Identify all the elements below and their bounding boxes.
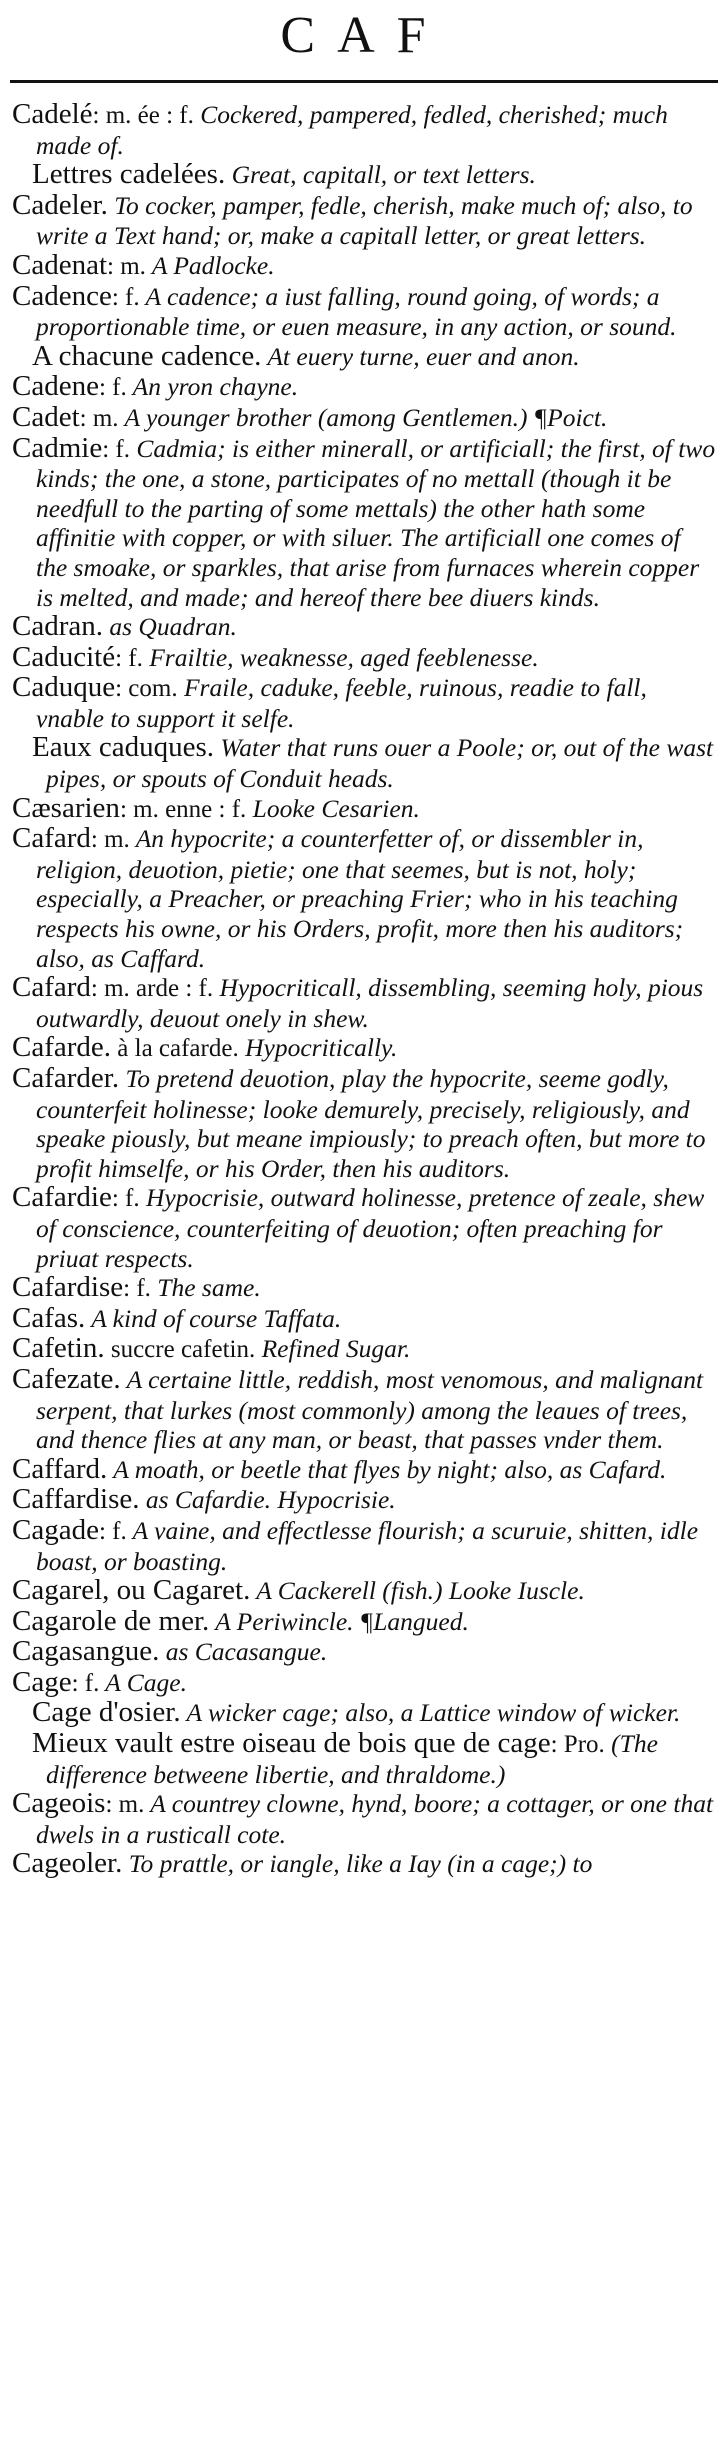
entry-definition: A Cage. xyxy=(99,1667,187,1697)
entry-definition: To cocker, pamper, fedle, cherish, make much of; also, to write a Text hand; or, make a capitall letter, or great letters. xyxy=(36,190,693,251)
entry-grammar: à la cafarde. xyxy=(111,1035,239,1063)
entry-grammar: : m. xyxy=(90,826,130,854)
entry-headword: Lettres cadelées. xyxy=(32,158,226,191)
entry-definition: Fraile, caduke, feeble, ruinous, readie to fall, vnable to support it selfe. xyxy=(36,673,647,733)
entry-headword: Cafarde. xyxy=(12,1031,112,1064)
entry-headword: Cagade xyxy=(12,1513,99,1546)
dictionary-entry xyxy=(12,431,718,613)
entry-definition: as Quadran. xyxy=(103,612,237,642)
entry-headword: Cafard xyxy=(12,822,91,855)
dictionary-entry xyxy=(12,248,718,282)
entry-headword: Caffardise. xyxy=(12,1483,140,1516)
entry-definition: Hypocrisie, outward holinesse, pretence of zeale, shew of conscience, counterfeiting of deuotion; often preaching for priuat respects. xyxy=(36,1183,705,1273)
dictionary-entry xyxy=(12,1789,718,1849)
entry-headword: Cæsarien xyxy=(12,791,120,824)
dictionary-entry xyxy=(12,1576,718,1607)
dictionary-entry xyxy=(12,160,718,191)
entry-headword: Cafardie xyxy=(12,1181,112,1214)
entry-definition: A countrey clowne, hynd, boore; a cottager, or one that dwels in a rusticall cote. xyxy=(36,1789,714,1849)
dictionary-entry xyxy=(12,188,718,251)
entry-headword: Caduque xyxy=(12,671,116,704)
dictionary-entry xyxy=(12,1698,718,1729)
entry-definition: A vaine, and effectlesse flourish; a scuruie, shitten, idle boast, or boasting. xyxy=(36,1515,699,1576)
dictionary-entry xyxy=(12,1273,718,1304)
dictionary-entry xyxy=(12,1604,718,1638)
entry-grammar: : m. ée : f. xyxy=(92,102,194,129)
entry-headword: Caducité xyxy=(12,640,116,673)
dictionary-entry xyxy=(12,1485,718,1516)
dictionary-entry xyxy=(12,640,718,674)
entry-definition: Great, capitall, or text letters. xyxy=(225,160,536,190)
entry-list xyxy=(12,100,718,1880)
entry-headword: Cadet xyxy=(12,400,80,433)
entry-headword: Cageoler. xyxy=(12,1847,123,1880)
entry-headword: Cafas. xyxy=(12,1301,86,1334)
entry-headword: Cafezate. xyxy=(12,1362,121,1395)
entry-grammar: : f. xyxy=(123,1275,151,1303)
entry-grammar: : f. xyxy=(98,1517,127,1545)
entry-grammar: : f. xyxy=(111,1185,140,1213)
header-rule xyxy=(10,80,718,83)
dictionary-entry xyxy=(12,100,718,160)
entry-definition: Hypocritically. xyxy=(238,1033,398,1063)
dictionary-entry xyxy=(12,1665,718,1699)
entry-definition: (The difference betweene libertie, and thraldome.) xyxy=(46,1729,658,1789)
entry-headword: Cagarole de mer. xyxy=(12,1604,210,1637)
entry-definition: A wicker cage; also, a Lattice window of wicker. xyxy=(180,1698,681,1728)
dictionary-entry xyxy=(12,400,718,434)
dictionary-entry xyxy=(12,1452,718,1486)
entry-headword: Cafard xyxy=(12,971,91,1004)
entry-definition: Water that runs ouer a Poole; or, out of the wast pipes, or spouts of Conduit heads. xyxy=(46,733,714,794)
dictionary-entry xyxy=(12,612,718,643)
entry-headword: Mieux vault estre oiseau de bois que de cage xyxy=(32,1727,551,1760)
entry-headword: Eaux caduques. xyxy=(32,731,214,764)
entry-grammar: : m. xyxy=(105,1791,145,1819)
entry-headword: Cagarel, ou Cagaret. xyxy=(12,1574,251,1607)
entry-headword: Cage d'osier. xyxy=(32,1696,181,1729)
entry-grammar: : m. xyxy=(79,404,119,432)
dictionary-entry xyxy=(12,1301,718,1335)
entry-headword: Cadran. xyxy=(12,610,103,643)
entry-definition: as Cacasangue. xyxy=(159,1637,328,1667)
dictionary-entry xyxy=(12,1849,718,1880)
entry-definition: To prattle, or iangle, like a Iay (in a cage;) to xyxy=(122,1849,593,1879)
entry-definition: An hypocrite; a counterfetter of, or dissembler in, religion, deuotion, pietie; one that seemes, but is not, holy; especially, a Preacher, or preaching Frier; who in his teaching respects his owne, or his Orders, profit, more then his auditors; also, as Caffard. xyxy=(36,824,684,973)
entry-definition: Cadmia; is either minerall, or artificiall; the first, of two kinds; the one, a stone, participates of no mettall (though it be needfull to the parting of some mettals) the other hath some affinitie with copper, or with siluer. The artificiall one comes of the smoake, or sparkles, that arise from furnaces wherein copper is melted, and made; and hereof there bee diuers kinds. xyxy=(36,433,716,612)
entry-definition: A Padlocke. xyxy=(145,250,275,280)
entry-headword: Cafardise xyxy=(12,1271,124,1304)
entry-headword: Cadelé xyxy=(12,98,93,130)
dictionary-entry xyxy=(12,1064,718,1183)
entry-grammar: succre cafetin. xyxy=(104,1336,256,1364)
dictionary-entry xyxy=(12,733,718,793)
entry-definition: Frailtie, weaknesse, aged feeblenesse. xyxy=(142,642,539,672)
entry-definition: At euery turne, euer and anon. xyxy=(261,341,580,371)
entry-grammar: : f. xyxy=(71,1669,100,1697)
dictionary-entry xyxy=(12,279,718,342)
entry-definition: Refined Sugar. xyxy=(255,1334,411,1364)
entry-grammar: : com. xyxy=(115,675,178,703)
entry-headword: Cadmie xyxy=(12,431,103,464)
dictionary-entry xyxy=(12,1362,718,1455)
dictionary-entry xyxy=(12,1033,718,1064)
dictionary-entry xyxy=(12,1183,718,1273)
entry-definition: The same. xyxy=(150,1273,261,1303)
dictionary-entry xyxy=(12,339,718,373)
page-header: CAF xyxy=(280,7,448,64)
entry-definition: A Periwincle. ¶Langued. xyxy=(209,1606,469,1636)
dictionary-entry xyxy=(12,824,718,973)
dictionary-entry xyxy=(12,1334,718,1365)
entry-headword: Cafetin. xyxy=(12,1332,105,1365)
entry-grammar: : m. arde : f. xyxy=(90,975,214,1003)
entry-definition: An yron chayne. xyxy=(126,372,299,402)
entry-headword: Cadeler. xyxy=(12,188,108,221)
entry-headword: Cageois xyxy=(12,1787,106,1820)
entry-definition: A kind of course Taffata. xyxy=(85,1303,342,1333)
dictionary-entry xyxy=(12,372,718,403)
entry-headword: Caffard. xyxy=(12,1452,108,1485)
entry-definition: Hypocriticall, dissembling, seeming holy, pious outwardly, deuout onely in shew. xyxy=(36,973,704,1033)
entry-definition: A cadence; a iust falling, round going, of words; a proportionable time, or euen measure, in any action, or sound. xyxy=(36,281,677,342)
entry-headword: Cage xyxy=(12,1665,72,1698)
entry-definition: A moath, or beetle that flyes by night; also, as Cafard. xyxy=(107,1454,667,1484)
entry-headword: Cafarder. xyxy=(12,1062,120,1094)
entry-definition: A Cackerell (fish.) Looke Iuscle. xyxy=(250,1576,585,1606)
entry-headword: Cadene xyxy=(12,370,99,403)
entry-definition: To pretend deuotion, play the hypocrite, seeme godly, counterfeit holinesse; looke demurely, precisely, religiously, and speake piously, but meane impiously; to preach often, but more to profit himselfe, or his Order, then his auditors. xyxy=(36,1064,706,1183)
entry-definition: A certaine little, reddish, most venomous, and malignant serpent, that lurkes (most commonly) among the leaues of trees, and thence flies at any man, or beast, that passes vnder them. xyxy=(36,1364,704,1455)
dictionary-entry xyxy=(12,1729,718,1789)
entry-headword: Cadenat xyxy=(12,248,108,281)
dictionary-entry xyxy=(12,791,718,825)
entry-definition: as Cafardie. Hypocrisie. xyxy=(139,1485,396,1515)
entry-grammar: : f. xyxy=(102,435,130,463)
entry-grammar: : Pro. xyxy=(550,1731,605,1759)
entry-grammar: : f. xyxy=(115,644,143,672)
entry-grammar: : m. enne : f. xyxy=(119,795,247,823)
entry-grammar: : f. xyxy=(111,283,140,311)
entry-grammar: : f. xyxy=(98,374,127,402)
dictionary-entry xyxy=(12,1637,718,1668)
entry-definition: Cockered, pampered, fedled, cherished; much made of. xyxy=(36,100,668,160)
entry-headword: Cagasangue. xyxy=(12,1635,160,1668)
entry-definition: Looke Cesarien. xyxy=(246,793,420,823)
entry-headword: Cadence xyxy=(12,279,112,312)
entry-definition: A younger brother (among Gentlemen.) ¶Poict. xyxy=(118,402,608,432)
dictionary-entry xyxy=(12,673,718,733)
entry-grammar: : m. xyxy=(107,252,146,280)
entry-headword: A chacune cadence. xyxy=(32,339,262,372)
dictionary-entry xyxy=(12,973,718,1033)
dictionary-entry xyxy=(12,1513,718,1576)
